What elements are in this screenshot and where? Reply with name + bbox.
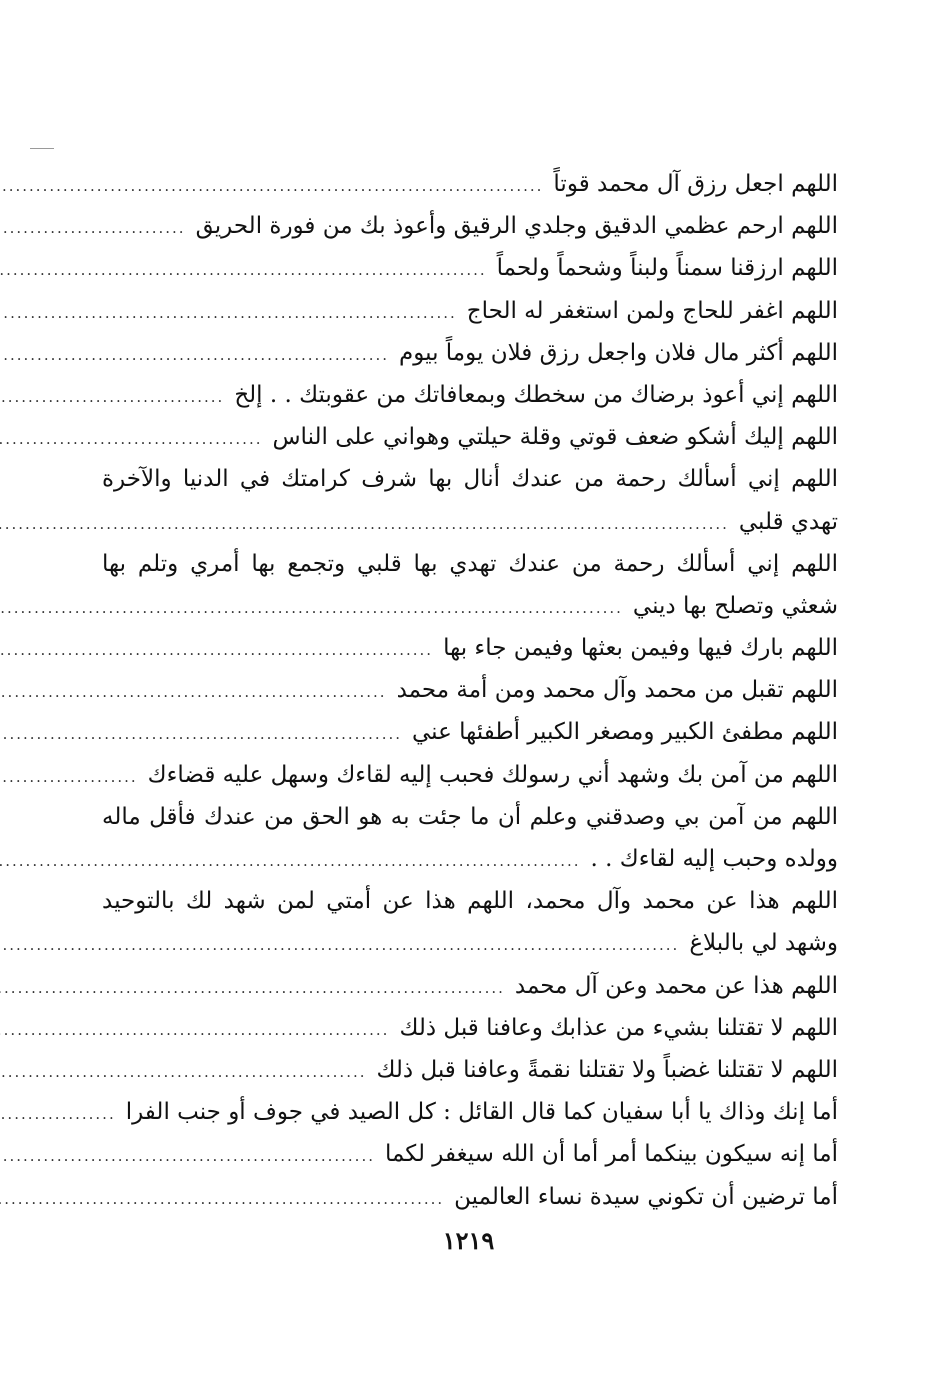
dot-leader [0, 249, 487, 291]
index-entry-text: اللهم إني أسألك رحمة من عندك تهدي بها قلبي وتجمع بها أمري وتلم بها [102, 550, 838, 577]
dot-leader [0, 924, 679, 966]
index-entry [102, 290, 838, 332]
dot-leader [0, 629, 433, 671]
index-entry-text: اللهم ارزقنا سمناً ولبناً وشحماً ولحماً [496, 255, 838, 282]
index-entry-line [102, 880, 838, 922]
index-entry-text: اللهم من آمن بي وصدقني وعلم أن ما جئت به هو الحق من عندك فأقل ماله [102, 803, 838, 830]
dot-leader [0, 967, 505, 1009]
index-entry [102, 163, 838, 205]
index-entry-text: اللهم لا تقتلنا بشيء من عذابك وعافنا قبل ذلك [399, 1014, 838, 1041]
dot-leader [0, 1009, 389, 1051]
index-entry-line [102, 205, 838, 247]
index-entry-text: اللهم لا تقتلنا غضباً ولا تقتلنا نقمةً وعافنا قبل ذلك [376, 1056, 838, 1083]
dot-leader [0, 1051, 367, 1093]
hadith-index-list [102, 163, 838, 1218]
index-entry-text: اللهم ارحم عظمي الدقيق وجلدي الرقيق وأعوذ بك من فورة الحريق [195, 213, 838, 240]
dot-leader [0, 418, 262, 460]
index-entry-line [102, 965, 838, 1007]
index-entry-text: أما إنه سيكون بينكما أمر أما أن الله سيغفر لكما [384, 1141, 838, 1168]
index-entry-line [102, 754, 838, 796]
dot-leader [0, 292, 457, 334]
index-entry-text: اللهم هذا عن محمد وآل محمد، اللهم هذا عن أمتي لمن شهد لك بالتوحيد [102, 888, 838, 915]
index-entry-line [102, 1176, 838, 1218]
dot-leader [0, 1135, 375, 1177]
index-entry [102, 332, 838, 374]
index-entry [102, 247, 838, 289]
index-entry-line [102, 796, 838, 838]
index-entry-text: اللهم إني أعوذ برضاك من سخطك وبمعافاتك من عقوبتك . . إلخ [234, 381, 838, 408]
index-entry [102, 1133, 838, 1175]
index-entry-text: اللهم اغفر للحاج ولمن استغفر له الحاج [466, 297, 838, 324]
dot-leader [0, 334, 389, 376]
index-entry [102, 754, 838, 796]
dot-leader [0, 1178, 444, 1220]
index-entry-line [102, 1049, 838, 1091]
index-entry-text: اللهم اجعل رزق آل محمد قوتاً [553, 171, 838, 197]
index-entry-line [102, 711, 838, 753]
page-number: ١٢١٩ [442, 1226, 495, 1255]
index-entry-line [102, 247, 838, 289]
index-entry [102, 416, 838, 458]
index-entry [102, 543, 838, 627]
index-entry-line [102, 838, 838, 880]
index-entry-text: اللهم بارك فيها وفيمن بعثها وفيمن جاء بها [443, 635, 838, 662]
dot-leader [0, 756, 138, 798]
dot-leader [0, 713, 402, 755]
index-entry-line [102, 416, 838, 458]
dot-leader [0, 840, 581, 882]
index-entry-line [102, 627, 838, 669]
dot-leader [0, 1093, 116, 1135]
index-entry-line [102, 332, 838, 374]
index-entry-line [102, 669, 838, 711]
index-entry-text: اللهم هذا عن محمد وعن آل محمد [514, 972, 838, 999]
index-entry-text: اللهم من آمن بك وشهد أني رسولك فحبب إليه لقاءك وسهل عليه قضاءك [147, 761, 838, 788]
index-entry [102, 965, 838, 1007]
index-entry-line [102, 1091, 838, 1133]
index-entry-text: شعثي وتصلح بها ديني [632, 592, 838, 619]
index-entry-line [102, 374, 838, 416]
dot-leader [0, 503, 729, 545]
index-entry-line [102, 543, 838, 585]
index-entry-line [102, 458, 838, 500]
index-entry-text: وولده وحبب إليه لقاءك . . [590, 846, 838, 872]
index-entry-line [102, 922, 838, 964]
dot-leader [0, 376, 224, 418]
index-entry [102, 627, 838, 669]
index-entry [102, 669, 838, 711]
index-entry-text: اللهم أكثر مال فلان واجعل رزق فلان يوماً بيوم [399, 339, 838, 366]
index-entry-text: أما ترضين أن تكوني سيدة نساء العالمين [454, 1183, 838, 1210]
index-entry-text: اللهم إني أسألك رحمة من عندك أنال بها شرف كرامتك في الدنيا والآخرة [102, 466, 838, 493]
index-entry-text: وشهد لي بالبلاغ [689, 930, 838, 957]
index-entry-line [102, 163, 838, 205]
index-entry [102, 1176, 838, 1218]
index-entry-line [102, 585, 838, 627]
index-entry [102, 796, 838, 880]
index-entry-text: اللهم مطفئ الكبير ومصغر الكبير أطفئها عني [412, 719, 838, 746]
index-entry-line [102, 1133, 838, 1175]
index-entry [102, 711, 838, 753]
index-entry-text: تهدي قلبي [738, 508, 838, 535]
dot-leader [0, 207, 186, 249]
index-entry [102, 1007, 838, 1049]
index-entry [102, 1091, 838, 1133]
index-entry [102, 458, 838, 542]
index-entry [102, 374, 838, 416]
index-entry-text: اللهم تقبل من محمد وآل محمد ومن أمة محمد [396, 677, 838, 704]
index-entry-text: أما إنك وذاك يا أبا سفيان كما قال القائل : كل الصيد في جوف أو جنب الفرا [125, 1099, 838, 1126]
index-entry-line [102, 1007, 838, 1049]
index-entry [102, 205, 838, 247]
index-entry-line [102, 501, 838, 543]
dot-leader [0, 165, 543, 207]
index-entry-line [102, 290, 838, 332]
index-entry [102, 1049, 838, 1091]
index-entry [102, 880, 838, 964]
dot-leader [0, 587, 623, 629]
dot-leader [0, 671, 387, 713]
margin-mark [30, 148, 54, 149]
index-entry-text: اللهم إليك أشكو ضعف قوتي وقلة حيلتي وهواني على الناس [272, 424, 838, 451]
